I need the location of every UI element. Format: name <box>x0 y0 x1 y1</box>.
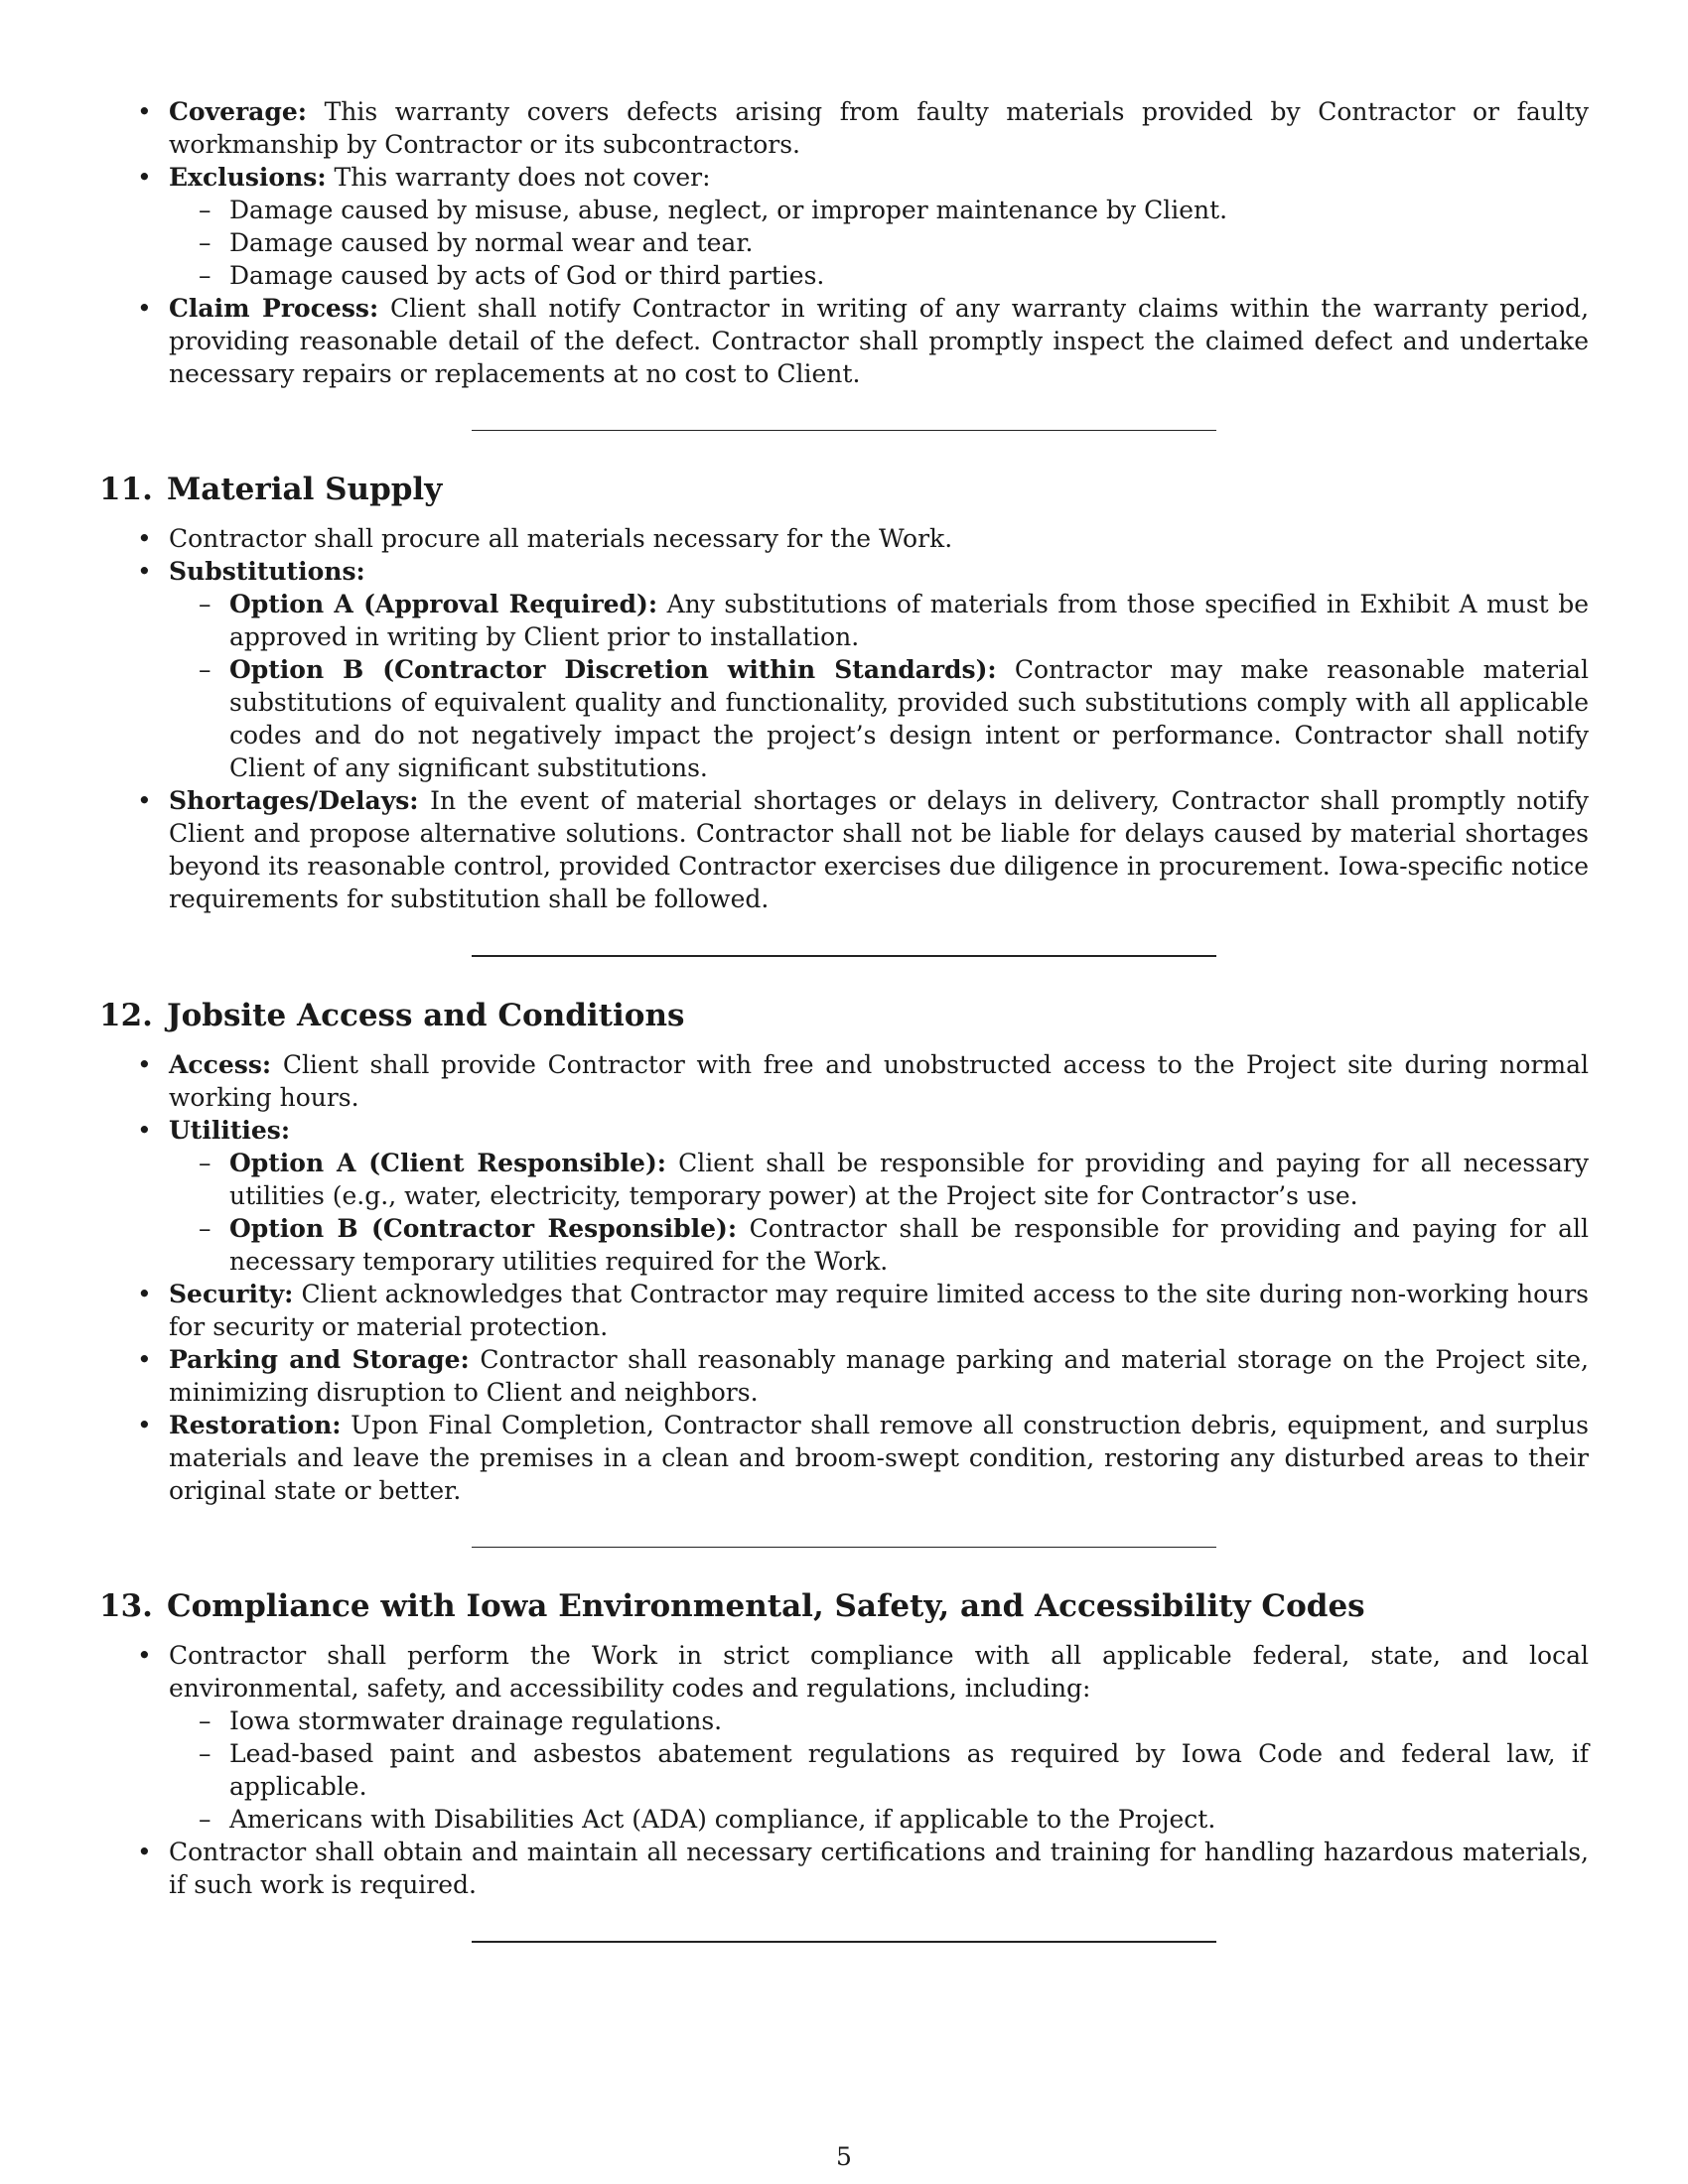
section-heading <box>99 471 1589 508</box>
sublist-item: – Americans with Disabilities Act (ADA) compliance, if applicable to the Project. <box>169 1803 1589 1836</box>
coverage-label: Coverage: <box>169 97 307 126</box>
exclusions-label: Exclusions: <box>169 163 327 192</box>
sublist-item <box>169 588 1589 653</box>
list-item <box>99 1409 1589 1507</box>
list-item <box>99 161 1589 292</box>
sublist-item: – Damage caused by normal wear and tear. <box>169 226 1589 259</box>
list-item <box>99 95 1589 161</box>
parking-text: Contractor shall reasonably manage parking and material storage on the Project site, minimizing disruption to Client and neighbors. <box>169 1345 1590 1407</box>
sublist-item <box>169 653 1589 784</box>
material-supply-list <box>99 522 1589 915</box>
compliance-sublist <box>169 1705 1589 1836</box>
section-number: 12. <box>99 998 153 1033</box>
warranty-list <box>99 95 1589 390</box>
shortages-text: In the event of material shortages or delays in delivery, Contractor shall promptly notify Client and propose alternative solutions. Contractor shall not be liable for delays caused by material shortages beyond its reasonable control, provided Contractor exercises due diligence in procurement. Iowa-specific notice requirements for substitution shall be followed. <box>169 786 1589 913</box>
list-item <box>99 292 1589 390</box>
document-page <box>99 95 1589 1982</box>
list-item <box>99 1278 1589 1343</box>
list-item: • Contractor shall obtain and maintain all necessary certifications and training for handling hazardous materials, if such work is required. <box>99 1836 1589 1901</box>
security-text: Client acknowledges that Contractor may require limited access to the site during non-working hours for security or material protection. <box>169 1280 1589 1341</box>
sublist-item: – Damage caused by misuse, abuse, neglect, or improper maintenance by Client. <box>169 194 1589 226</box>
sublist-item: – Lead-based paint and asbestos abatement regulations as required by Iowa Code and federal law, if applicable. <box>169 1737 1589 1803</box>
list-item <box>99 555 1589 784</box>
section-divider <box>472 1941 1216 1943</box>
list-item <box>99 784 1589 915</box>
section-title: Compliance with Iowa Environmental, Safety, and Accessibility Codes <box>166 1588 1365 1624</box>
page-number: 5 <box>836 2142 852 2171</box>
compliance-intro: Contractor shall perform the Work in strict compliance with all applicable federal, state, and local environmental, safety, and accessibility codes and regulations, including: <box>169 1641 1589 1703</box>
section-divider <box>472 430 1216 431</box>
list-item: • Contractor shall procure all materials necessary for the Work. <box>99 522 1589 555</box>
utilities-sublist <box>169 1147 1589 1278</box>
claim-process-text: Client shall notify Contractor in writing of any warranty claims within the warranty period, providing reasonable detail of the defect. Contractor shall promptly inspect the claimed defect and undertake necessary repairs or replacements at no cost to Client. <box>169 294 1590 388</box>
section-heading <box>99 997 1589 1034</box>
substitutions-label: Substitutions: <box>169 557 365 586</box>
claim-process-label: Claim Process: <box>169 294 379 323</box>
parking-label: Parking and Storage: <box>169 1345 470 1374</box>
section-title: Jobsite Access and Conditions <box>166 998 685 1033</box>
section-divider <box>472 1547 1216 1548</box>
shortages-label: Shortages/Delays: <box>169 786 419 815</box>
option-a-label: Option A (Client Responsible): <box>229 1149 666 1177</box>
jobsite-list <box>99 1048 1589 1507</box>
document-content <box>99 95 1589 1943</box>
section-heading <box>99 1587 1589 1625</box>
option-b-text: Contractor may make reasonable material substitutions of equivalent quality and functionality, provided such substitutions comply with all applicable codes and do not negatively impact the project’s design intent or performance. Contractor shall notify Client of any significant substitutions. <box>229 655 1589 782</box>
utilities-label: Utilities: <box>169 1116 291 1145</box>
list-item <box>99 1048 1589 1114</box>
sublist-item: – Damage caused by acts of God or third parties. <box>169 259 1589 292</box>
sublist-item <box>169 1147 1589 1212</box>
compliance-list <box>99 1639 1589 1901</box>
option-a-text: Client shall be responsible for providing and paying for all necessary utilities (e.g., water, electricity, temporary power) at the Project site for Contractor’s use. <box>229 1149 1589 1210</box>
security-label: Security: <box>169 1280 294 1308</box>
exclusions-sublist <box>169 194 1589 292</box>
sublist-item <box>169 1212 1589 1278</box>
list-item <box>99 1114 1589 1278</box>
section-number: 11. <box>99 472 153 507</box>
access-text: Client shall provide Contractor with free and unobstructed access to the Project site during normal working hours. <box>169 1050 1590 1112</box>
restoration-label: Restoration: <box>169 1411 342 1439</box>
option-a-label: Option A (Approval Required): <box>229 590 658 618</box>
option-b-label: Option B (Contractor Responsible): <box>229 1214 738 1243</box>
option-b-label: Option B (Contractor Discretion within Standards): <box>229 655 997 684</box>
restoration-text: Upon Final Completion, Contractor shall remove all construction debris, equipment, and surplus materials and leave the premises in a clean and broom-swept condition, restoring any disturbed areas to their original state or better. <box>169 1411 1589 1505</box>
option-b-text: Contractor shall be responsible for providing and paying for all necessary temporary utilities required for the Work. <box>229 1214 1590 1276</box>
option-a-text: Any substitutions of materials from those specified in Exhibit A must be approved in writing by Client prior to installation. <box>229 590 1590 651</box>
access-label: Access: <box>169 1050 272 1079</box>
section-divider <box>472 955 1216 957</box>
substitutions-sublist <box>169 588 1589 784</box>
section-number: 13. <box>99 1588 153 1624</box>
list-item <box>99 1343 1589 1409</box>
sublist-item: – Iowa stormwater drainage regulations. <box>169 1705 1589 1737</box>
section-title: Material Supply <box>166 472 443 507</box>
list-item <box>99 1639 1589 1836</box>
exclusions-text: This warranty does not cover: <box>334 163 711 192</box>
coverage-text: This warranty covers defects arising from faulty materials provided by Contractor or faulty workmanship by Contractor or its subcontractors. <box>169 97 1590 159</box>
